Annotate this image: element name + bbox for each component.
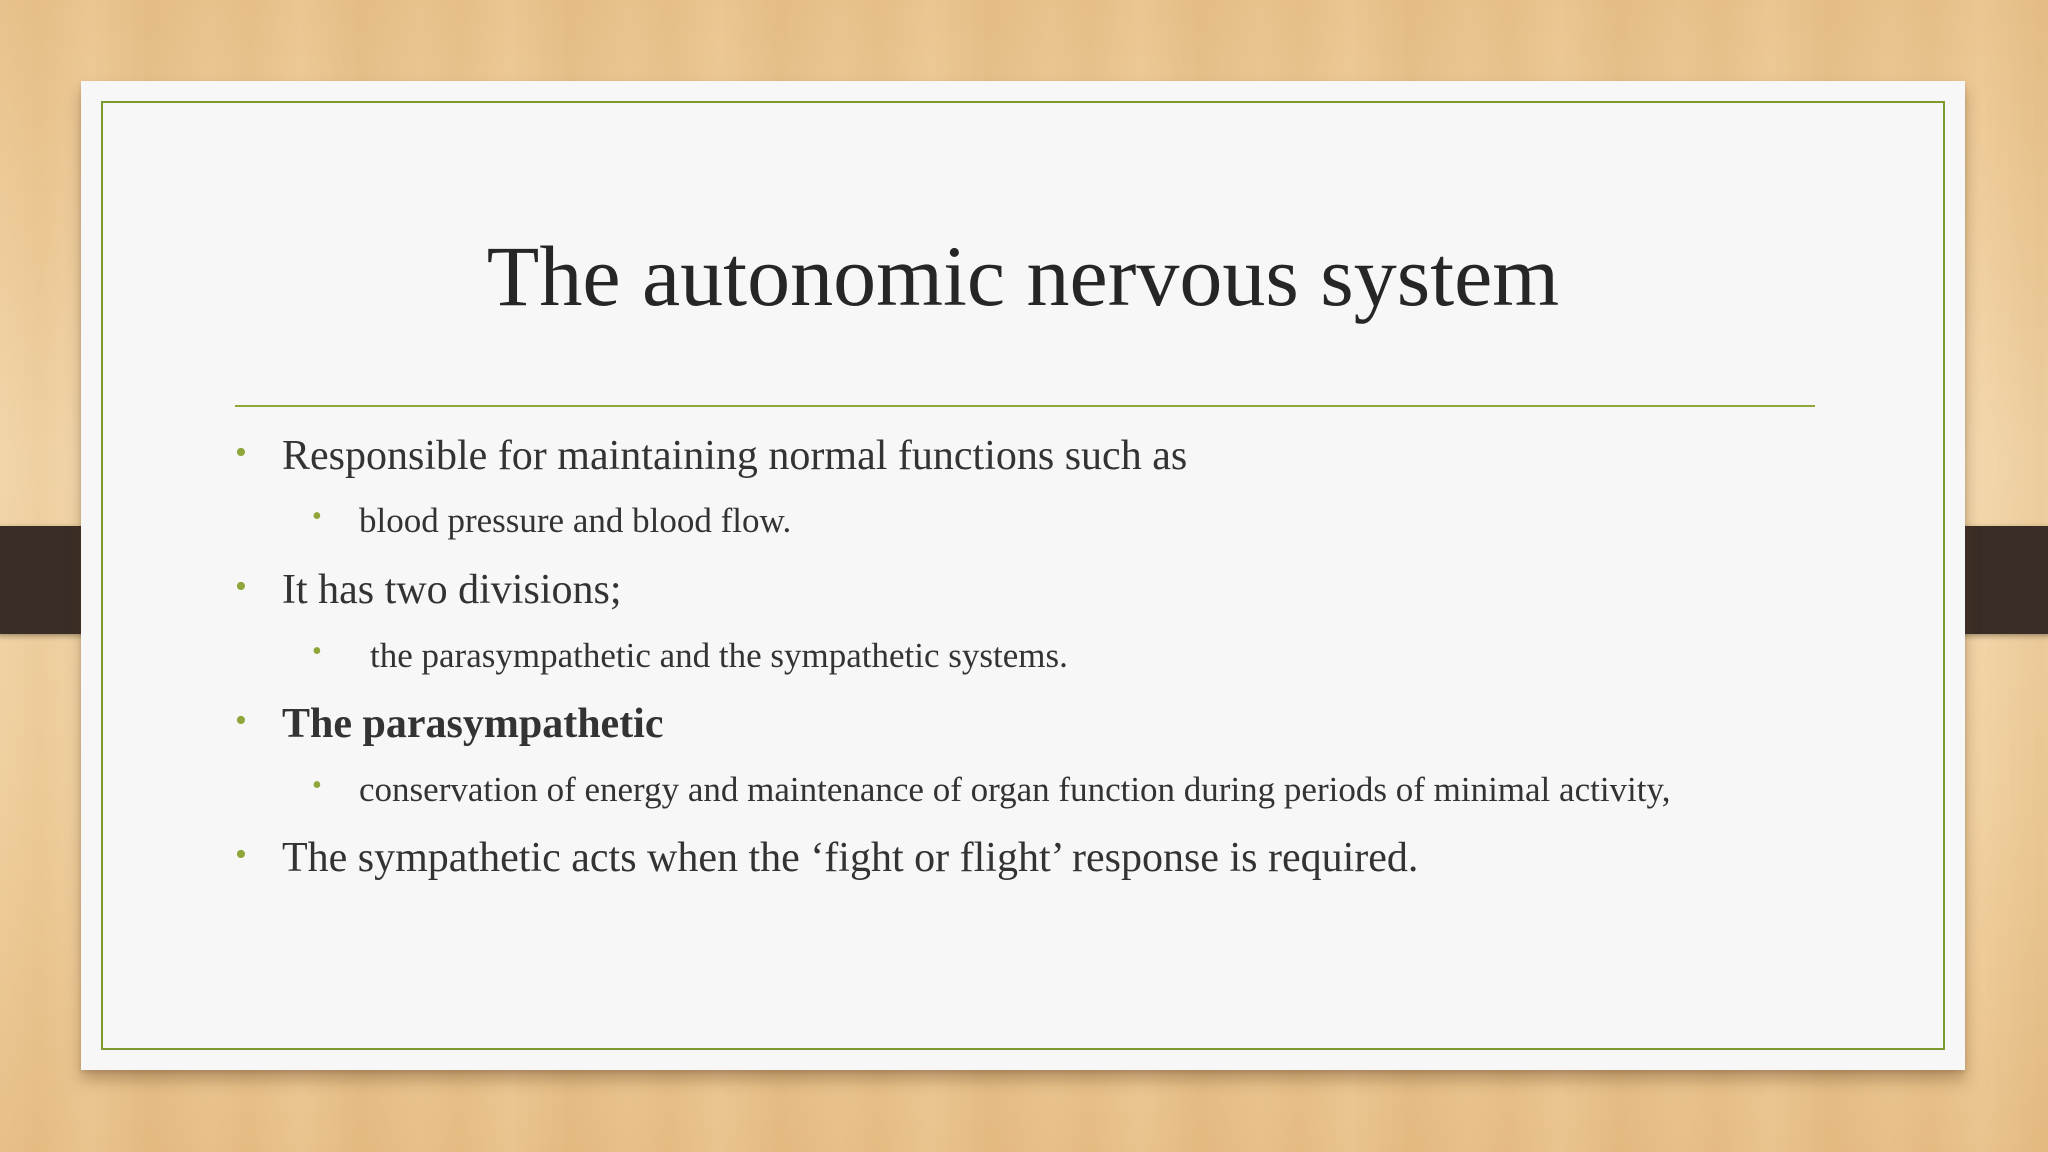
sub-bullet-text: conservation of energy and maintenance of organ function during periods of minimal activity,	[359, 769, 1671, 809]
slide-paper	[81, 81, 1965, 1070]
bullet-dot-icon: •	[235, 702, 247, 740]
bullet-item	[235, 699, 1835, 749]
bullet-dot-icon: •	[312, 769, 322, 801]
sub-bullet-text: the parasympathetic and the sympathetic systems.	[370, 635, 1068, 675]
bullet-item	[235, 833, 1835, 883]
sub-bullet-item	[312, 634, 1835, 678]
bullet-text: The parasympathetic	[282, 701, 664, 748]
bullet-item	[235, 431, 1835, 481]
bullet-text: The sympathetic acts when the ‘fight or flight’ response is required.	[282, 835, 1419, 882]
bullet-text: Responsible for maintaining normal functions such as	[282, 433, 1188, 479]
title-divider	[235, 405, 1815, 407]
slide-title: The autonomic nervous system	[486, 228, 1560, 324]
sub-bullet-item	[312, 499, 1835, 543]
bullet-dot-icon: •	[312, 501, 322, 533]
bullet-dot-icon: •	[312, 635, 322, 667]
bullet-text: It has two divisions;	[282, 567, 622, 614]
sub-bullet-text: blood pressure and blood flow.	[359, 501, 792, 541]
sub-bullet-item	[312, 768, 1789, 812]
bullet-dot-icon: •	[235, 568, 247, 606]
bullet-item	[235, 565, 1835, 615]
bullet-list	[235, 431, 1835, 884]
bullet-dot-icon: •	[235, 836, 247, 874]
bullet-dot-icon: •	[235, 434, 247, 471]
